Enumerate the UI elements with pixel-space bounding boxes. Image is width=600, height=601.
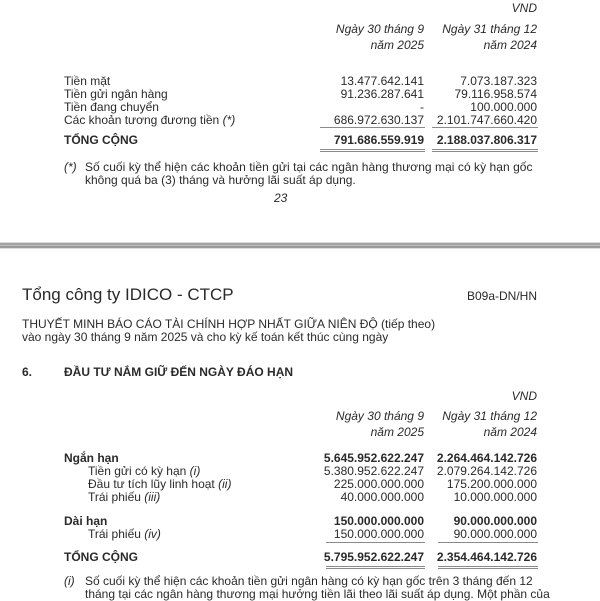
column-header-2024: Ngày 31 tháng 12 năm 2024 <box>442 409 537 439</box>
row-label: Tiền gửi ngân hàng <box>64 87 168 101</box>
company-name: Tổng công ty IDICO - CTCP <box>22 285 234 304</box>
total-double-underline <box>438 566 538 567</box>
footnote-line: không quá ba (3) tháng và hưởng lãi suất áp dụng. <box>85 173 356 187</box>
column-header-2025: Ngày 30 tháng 9 năm 2025 <box>335 22 424 52</box>
section-title: ĐẦU TƯ NẮM GIỮ ĐẾN NGÀY ĐÁO HẠN <box>64 365 294 379</box>
subtotal-underline <box>320 127 425 128</box>
total-2025: 791.686.559.919 <box>333 133 424 147</box>
note-ref: (*) <box>222 113 236 127</box>
currency-label: VND <box>511 1 537 15</box>
page-number: 23 <box>274 191 288 205</box>
footnote-line: Số cuối kỳ thể hiện các khoản tiền gửi ngân hàng có kỳ hạn gốc trên 3 tháng đến 12 <box>85 574 533 588</box>
total-double-underline <box>320 149 425 150</box>
total-double-underline <box>432 149 538 150</box>
subtotal-underline <box>438 542 538 543</box>
note-ref: (iv) <box>144 527 161 541</box>
value-2024: 90.000.000.000 <box>453 514 537 528</box>
value-2025: 150.000.000.000 <box>333 514 424 528</box>
value-2024: 90.000.000.000 <box>453 527 537 541</box>
currency-label: VND <box>511 389 537 403</box>
note-ref: (i) <box>189 464 201 478</box>
value-2024: 2.101.747.660.420 <box>436 113 537 127</box>
row-label: Trái phiếu (iv) <box>88 527 161 541</box>
group-label: Dài hạn <box>64 514 108 528</box>
footnote-marker: (*) <box>64 160 77 174</box>
subtotal-underline <box>326 542 425 543</box>
value-2024: 100.000.000 <box>470 100 537 114</box>
row-label: Trái phiếu (iii) <box>88 490 161 504</box>
value-2025: - <box>420 100 424 114</box>
report-period: vào ngày 30 tháng 9 năm 2025 và cho kỳ kế toán kết thúc cùng ngày <box>22 330 389 344</box>
total-double-underline <box>320 151 425 152</box>
footnote-marker: (i) <box>64 574 75 588</box>
total-2024: 2.188.037.806.317 <box>436 133 537 147</box>
value-2025: 5.380.952.622.247 <box>323 464 424 478</box>
row-label: Tiền mặt <box>64 74 111 88</box>
value-2024: 2.264.464.142.726 <box>436 451 537 465</box>
section-number: 6. <box>22 365 33 379</box>
value-2024: 175.200.000.000 <box>446 477 537 491</box>
total-2024: 2.354.464.142.726 <box>436 550 537 564</box>
footnote-line: tháng tại các ngân hàng thương mại hưởng tiền lãi theo lãi suất áp dụng. Một phần của <box>85 587 550 601</box>
row-label: Đầu tư tích lũy linh hoạt (ii) <box>88 477 232 491</box>
footnote-line: Số cuối kỳ thể hiện các khoản tiền gửi tại các ngân hàng thương mại có kỳ hạn gốc <box>85 160 533 174</box>
row-label: Tiền gửi có kỳ hạn (i) <box>88 464 201 478</box>
total-double-underline <box>326 568 425 569</box>
column-header-2024: Ngày 31 tháng 12 năm 2024 <box>442 22 537 52</box>
value-2025: 150.000.000.000 <box>333 527 424 541</box>
total-double-underline <box>326 566 425 567</box>
value-2025: 13.477.642.141 <box>340 74 424 88</box>
value-2025: 40.000.000.000 <box>340 490 424 504</box>
note-ref: (ii) <box>218 477 232 491</box>
value-2025: 91.236.287.641 <box>340 87 424 101</box>
value-2025: 5.645.952.622.247 <box>323 451 424 465</box>
page-break-separator <box>0 242 600 249</box>
value-2024: 2.079.264.142.726 <box>436 464 537 478</box>
value-2025: 225.000.000.000 <box>333 477 424 491</box>
group-label: Ngắn hạn <box>64 451 119 465</box>
total-2025: 5.795.952.622.247 <box>323 550 424 564</box>
subtotal-underline <box>432 127 538 128</box>
form-code: B09a-DN/HN <box>466 289 537 303</box>
value-2025: 686.972.630.137 <box>333 113 424 127</box>
total-double-underline <box>432 151 538 152</box>
report-subtitle: THUYẾT MINH BÁO CÁO TÀI CHÍNH HỢP NHẤT GIỮA NIÊN ĐỘ (tiếp theo) <box>22 317 436 331</box>
value-2024: 10.000.000.000 <box>453 490 537 504</box>
column-header-2025: Ngày 30 tháng 9 năm 2025 <box>335 409 424 439</box>
value-2024: 7.073.187.323 <box>460 74 537 88</box>
total-label: TỔNG CỘNG <box>64 550 138 564</box>
total-double-underline <box>438 568 538 569</box>
note-ref: (iii) <box>144 490 161 504</box>
value-2024: 79.116.958.574 <box>454 87 537 101</box>
total-label: TỔNG CỘNG <box>64 133 138 147</box>
row-label: Tiền đang chuyển <box>64 100 159 114</box>
row-label: Các khoản tương đương tiền (*) <box>64 113 236 127</box>
